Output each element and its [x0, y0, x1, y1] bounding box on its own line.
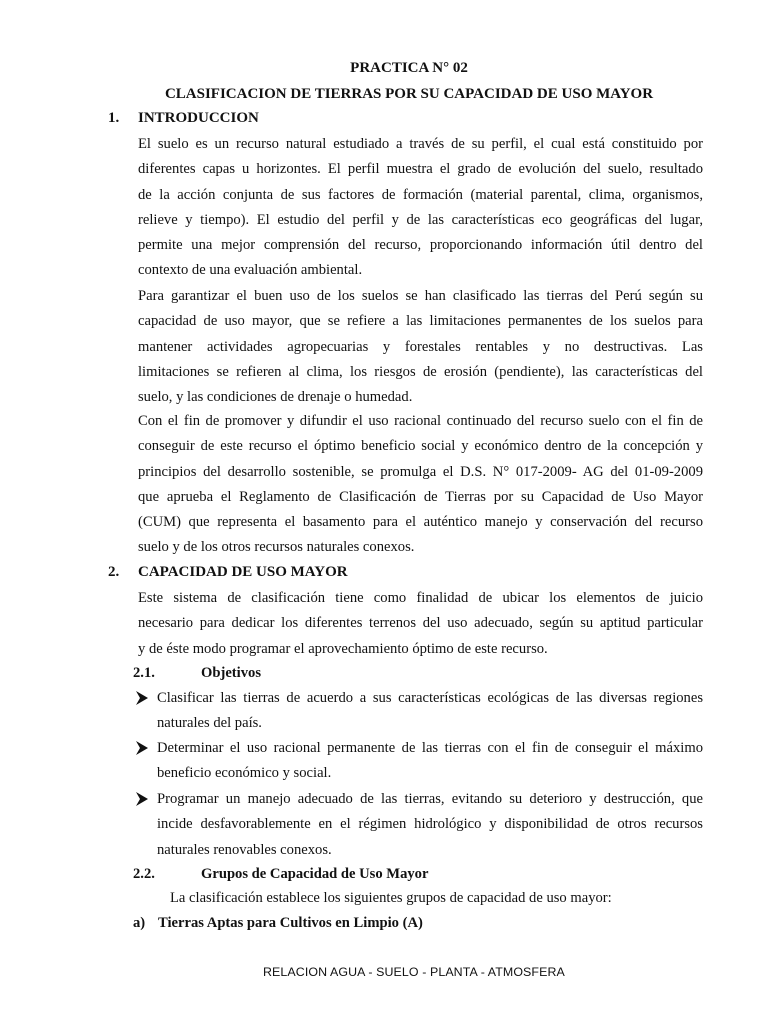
text-line: naturales del país. — [157, 715, 262, 732]
group-a-title: Tierras Aptas para Cultivos en Limpio (A) — [158, 915, 423, 931]
text-line: capacidad de uso mayor, que se refiere a las limitaciones permanentes de los suelos para — [138, 313, 703, 330]
subsection-2-2-title: Grupos de Capacidad de Uso Mayor — [201, 866, 429, 882]
text-line: suelo, y las condiciones de drenaje o humedad. — [138, 389, 413, 406]
text-line: Con el fin de promover y difundir el uso racional continuado del recurso suelo con el fin de — [138, 413, 703, 429]
objective-bullet-1 — [136, 686, 703, 738]
text-line: conseguir de este recurso el óptimo beneficio social y económico dentro de la concepción y — [138, 438, 703, 455]
arrow-bullet-icon — [136, 741, 148, 755]
subsection-2-2-number: 2.2. — [133, 866, 155, 882]
text-line: El suelo es un recurso natural estudiado a través de su perfil, el cual está constituido por — [138, 136, 703, 152]
section-1-paragraph-3 — [138, 409, 703, 561]
document-subtitle: CLASIFICACION DE TIERRAS POR SU CAPACIDAD DE USO MAYOR — [164, 86, 654, 102]
text-line: principios del desarrollo sostenible, se promulga el D.S. N° 017-2009- AG del 01-09-2009 — [138, 463, 703, 480]
group-a-label: a) — [133, 915, 146, 931]
arrow-bullet-icon — [136, 792, 148, 806]
subsection-2-1-title: Objetivos — [201, 665, 261, 681]
objective-bullet-3 — [136, 787, 703, 865]
section-2-paragraph-1 — [138, 586, 703, 662]
subsection-2-2-intro: La clasificación establece los siguientes grupos de capacidad de uso mayor: — [170, 890, 612, 906]
text-line: Programar un manejo adecuado de las tierras, evitando su deterioro y destrucción, que — [157, 791, 703, 807]
section-2-title: CAPACIDAD DE USO MAYOR — [138, 564, 348, 580]
text-line: beneficio económico y social. — [157, 765, 332, 782]
section-1-number: 1. — [108, 110, 120, 126]
text-line: diferentes capas u horizontes. El perfil muestra el grado de evolución del suelo, resultado — [138, 161, 703, 178]
text-line: Clasificar las tierras de acuerdo a sus características ecológicas de las diversas regiones — [157, 690, 703, 706]
text-line: relieve y tiempo). El estudio del perfil y de las características eco geográficas del lugar, — [138, 211, 703, 228]
section-1-title: INTRODUCCION — [138, 110, 259, 126]
text-line: Determinar el uso racional permanente de las tierras con el fin de conseguir el máximo — [157, 740, 703, 756]
section-2-number: 2. — [108, 564, 120, 580]
text-line: mantener actividades agropecuarias y forestales rentables y no destructivas. Las — [138, 338, 703, 355]
text-line: y de éste modo programar el aprovechamiento óptimo de este recurso. — [138, 640, 548, 657]
text-line: (CUM) que representa el basamento para el auténtico manejo y conservación del recurso — [138, 514, 703, 531]
text-line: Este sistema de clasificación tiene como finalidad de ubicar los elementos de juicio — [138, 590, 703, 606]
text-line: limitaciones se refieren al clima, los riesgos de erosión (pendiente), las características del — [138, 363, 703, 380]
text-line: naturales renovables conexos. — [157, 841, 332, 858]
page-footer: RELACION AGUA - SUELO - PLANTA - ATMOSFERA — [263, 965, 565, 979]
text-line: contexto de una evaluación ambiental. — [138, 262, 363, 279]
section-1-paragraph-1 — [138, 132, 703, 284]
text-line: permite una mejor comprensión del recurso, proporcionando información útil dentro del — [138, 237, 703, 254]
text-line: que aprueba el Reglamento de Clasificación de Tierras por su Capacidad de Uso Mayor — [138, 488, 703, 505]
document-title: PRACTICA N° 02 — [350, 60, 468, 76]
text-line: de la acción conjunta de sus factores de formación (material parental, clima, organismos, — [138, 186, 703, 203]
section-1-paragraph-2 — [138, 284, 703, 410]
subsection-2-1-number: 2.1. — [133, 665, 155, 681]
text-line: Para garantizar el buen uso de los suelos se han clasificado las tierras del Perú según su — [138, 288, 703, 304]
arrow-bullet-icon — [136, 691, 148, 705]
objective-bullet-2 — [136, 736, 703, 788]
text-line: incide desfavorablemente en el régimen hidrológico y disponibilidad de otros recursos — [157, 816, 703, 833]
text-line: necesario para dedicar los diferentes terrenos del uso adecuado, según su aptitud particular — [138, 615, 703, 632]
text-line: suelo y de los otros recursos naturales conexos. — [138, 539, 415, 556]
